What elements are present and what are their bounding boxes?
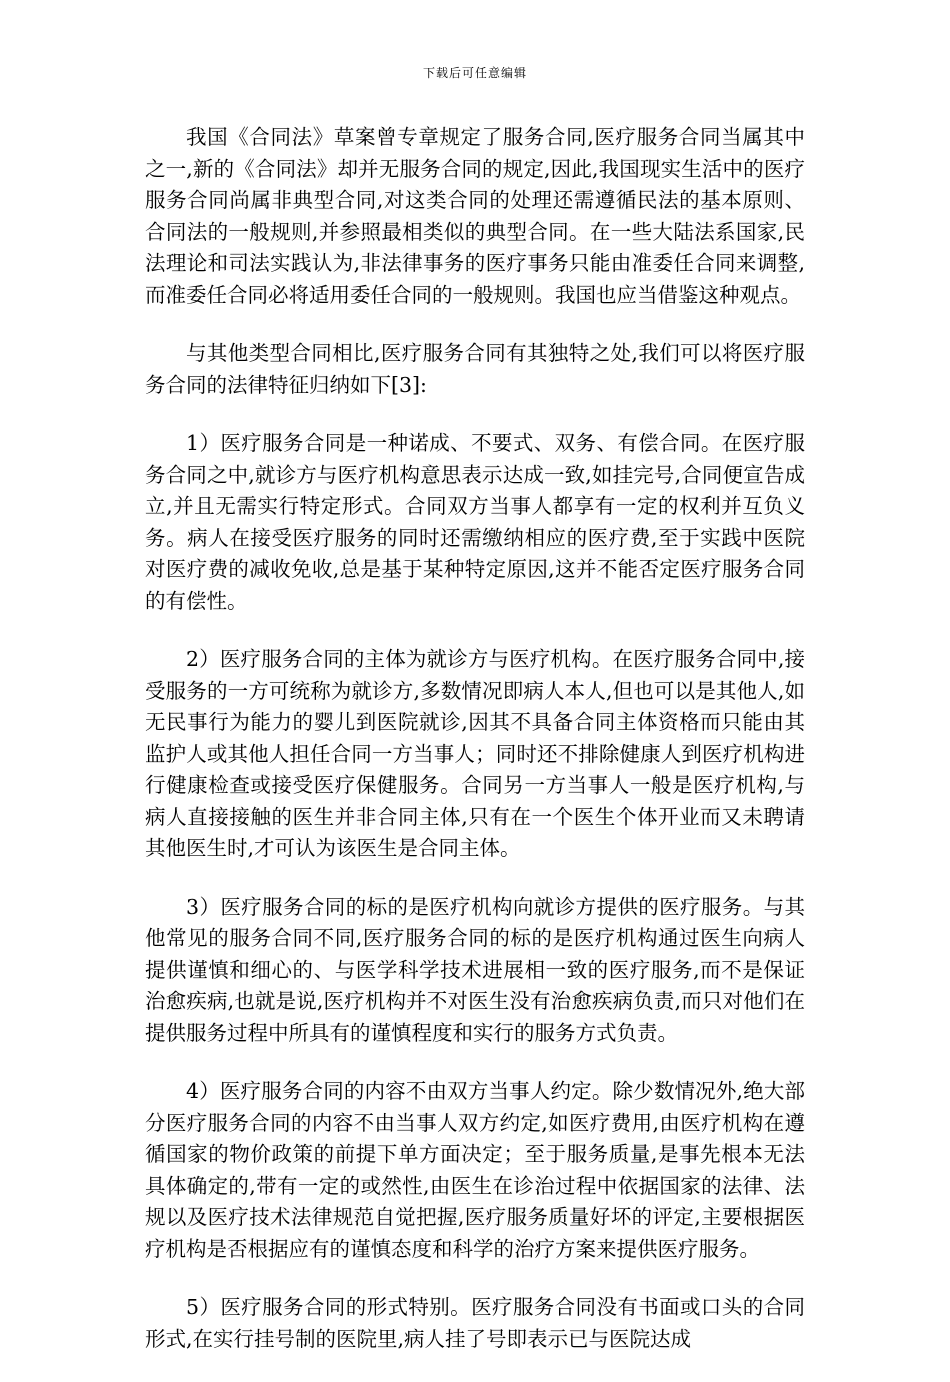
paragraph-summary: 与其他类型合同相比,医疗服务合同有其独特之处,我们可以将医疗服务合同的法律特征归纳如下[3]: xyxy=(145,341,805,397)
paragraph-feature-5: 5）医疗服务合同的形式特别。医疗服务合同没有书面或口头的合同形式,在实行挂号制的医院里,病人挂了号即表示已与医院达成 xyxy=(145,1295,805,1351)
document-body xyxy=(145,122,805,1382)
paragraph-feature-3: 3）医疗服务合同的标的是医疗机构向就诊方提供的医疗服务。与其他常见的服务合同不同,医疗服务合同的标的是医疗机构通过医生向病人提供谨慎和细心的、与医学科学技术进展相一致的医疗服务,而不是保证治愈疾病,也就是说,医疗机构并不对医生没有治愈疾病负责,而只对他们在提供服务过程中所具有的谨慎程度和实行的服务方式负责。 xyxy=(145,894,805,1045)
paragraph-intro: 我国《合同法》草案曾专章规定了服务合同,医疗服务合同当属其中之一,新的《合同法》却并无服务合同的规定,因此,我国现实生活中的医疗服务合同尚属非典型合同,对这类合同的处理还需遵循民法的基本原则、合同法的一般规则,并参照最相类似的典型合同。在一些大陆法系国家,民法理论和司法实践认为,非法律事务的医疗事务只能由准委任合同来调整,而准委任合同必将适用委任合同的一般规则。我国也应当借鉴这种观点。 xyxy=(145,125,805,307)
paragraph-feature-1: 1）医疗服务合同是一种诺成、不要式、双务、有偿合同。在医疗服务合同之中,就诊方与医疗机构意思表示达成一致,如挂完号,合同便宣告成立,并且无需实行特定形式。合同双方当事人都享有一定的权利并互负义务。病人在接受医疗服务的同时还需缴纳相应的医疗费,至于实践中医院对医疗费的减收免收,总是基于某种特定原因,这并不能否定医疗服务合同的有偿性。 xyxy=(145,431,805,613)
page-header: 下载后可任意编辑 xyxy=(422,66,527,80)
paragraph-feature-4: 4）医疗服务合同的内容不由双方当事人约定。除少数情况外,绝大部分医疗服务合同的内容不由当事人双方约定,如医疗费用,由医疗机构在遵循国家的物价政策的前提下单方面决定；至于服务质量,是事先根本无法具体确定的,带有一定的或然性,由医生在诊治过程中依据国家的法律、法规以及医疗技术法律规范自觉把握,医疗服务质量好坏的评定,主要根据医疗机构是否根据应有的谨慎态度和科学的治疗方案来提供医疗服务。 xyxy=(145,1079,805,1261)
paragraph-feature-2: 2）医疗服务合同的主体为就诊方与医疗机构。在医疗服务合同中,接受服务的一方可统称为就诊方,多数情况即病人本人,但也可以是其他人,如无民事行为能力的婴儿到医院就诊,因其不具备合同主体资格而只能由其监护人或其他人担任合同一方当事人；同时还不排除健康人到医疗机构进行健康检查或接受医疗保健服务。合同另一方当事人一般是医疗机构,与病人直接接触的医生并非合同主体,只有在一个医生个体开业而又未聘请其他医生时,才可认为该医生是合同主体。 xyxy=(145,647,805,860)
